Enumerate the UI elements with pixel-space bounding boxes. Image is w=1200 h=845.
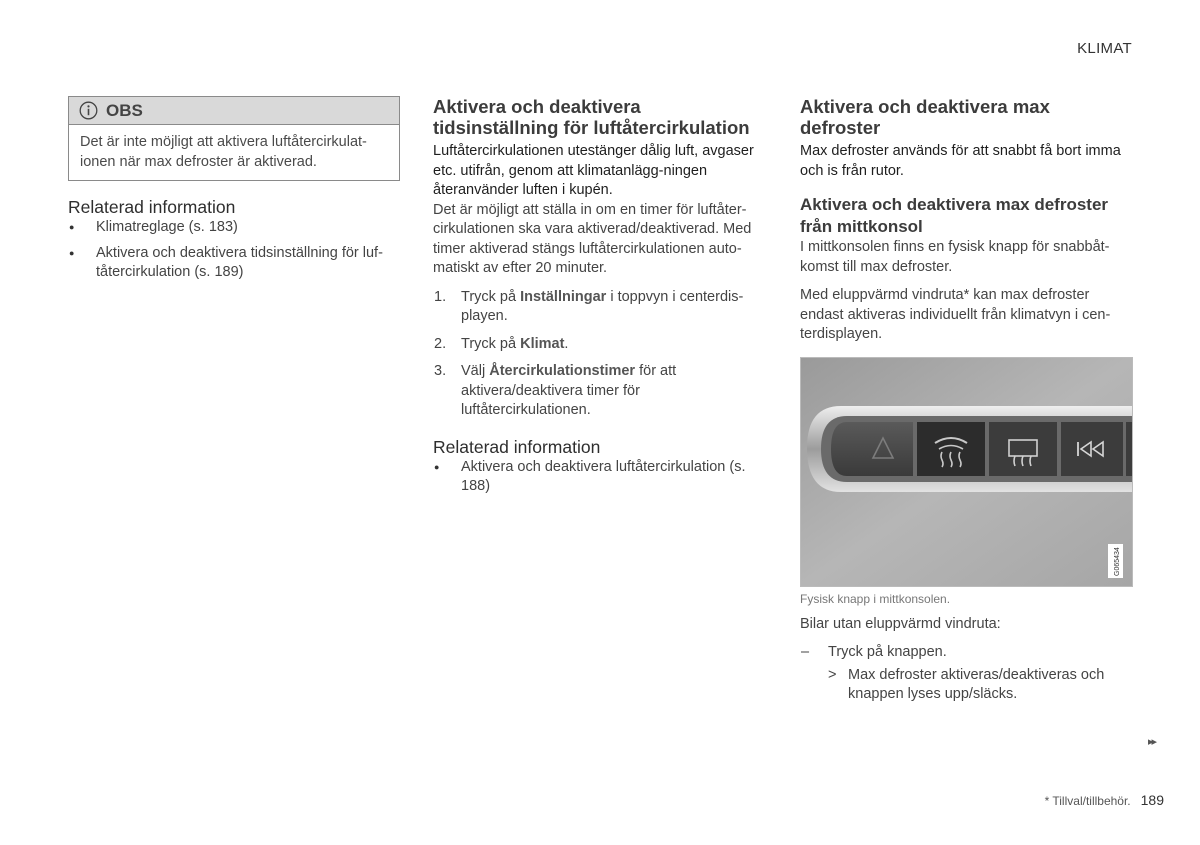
related-link-timer[interactable]: ● Aktivera och deaktivera tidsinställning för luf-tåtercirkulation (s. 189) — [68, 244, 400, 283]
result-line — [800, 666, 1133, 705]
obs-note-box — [68, 96, 400, 181]
related-list — [433, 458, 768, 497]
steps-list — [433, 288, 768, 421]
page-number: 189 — [1140, 792, 1164, 808]
column-middle — [433, 96, 768, 497]
body-paragraph: Det är möjligt att ställa in om en timer för luftåter-cirkulationen ska vara aktiverad/deaktiverad. Med timer aktiverad stängs luftåtercirkulationen auto-matiskt av efter 20 minuter. — [433, 201, 752, 276]
section-heading-timer: Aktivera och deaktivera tidsinställning för luftåtercirkulation — [433, 96, 750, 138]
obs-note-header — [69, 97, 399, 125]
column-left — [68, 96, 400, 283]
dash-step-text: Tryck på knappen. — [828, 644, 947, 660]
photo-caption: Fysisk knapp i mittkonsolen. — [800, 591, 951, 606]
section-header: KLIMAT — [1077, 40, 1132, 57]
page-footer — [1045, 792, 1164, 808]
related-link-luftatercirkulation[interactable]: ● Aktivera och deaktivera luftåtercirkulation (s. 188) — [433, 458, 768, 497]
ui-term-installningar: Inställningar — [520, 288, 607, 305]
console-button-photo — [800, 357, 1133, 587]
related-link-klimatreglage[interactable]: ● Klimatreglage (s. 183) — [68, 218, 400, 238]
obs-note-text: Det är inte möjligt att aktivera luftåtercirkulat-ionen när max defroster är aktiverad. — [80, 134, 367, 170]
column-right — [800, 96, 1133, 705]
step-item: 3. Välj Återcirkulationstimer för att aktivera/deaktivera timer för luftåtercirkulationen. — [434, 363, 677, 418]
result-text: Max defroster aktiveras/deaktiveras och knappen lyses upp/släcks. — [848, 666, 1105, 702]
related-heading: Relaterad information — [433, 436, 601, 457]
dash-marker: – — [801, 644, 810, 660]
step-item: 2. Tryck på Klimat. — [434, 335, 569, 352]
continue-arrows-icon: ▸▸ — [1148, 736, 1156, 748]
paragraph-mittkonsol: I mittkonsolen finns en fysisk knapp för snabbåt-komst till max defroster. — [800, 239, 1110, 275]
result-marker: > — [828, 666, 837, 683]
intro-paragraph: Max defroster används för att snabbt få bort imma och is från rutor. — [800, 143, 1121, 179]
step-item: 1. Tryck på Inställningar i toppvyn i centerdis-playen. — [434, 288, 744, 324]
section-heading-defroster: Aktivera och deaktivera max defroster — [800, 96, 1050, 138]
image-code-label: G065434 — [1114, 546, 1121, 576]
info-icon — [79, 101, 98, 120]
cars-without-label: Bilar utan eluppvärmd vindruta: — [800, 615, 1001, 632]
dash-step — [800, 643, 1133, 663]
sub-heading-mittkonsol: Aktivera och deaktivera max defroster från mittkonsol — [800, 195, 1109, 236]
paragraph-eluppvarmd: Med eluppvärmd vindruta* kan max defroster endast aktiveras individuellt från klimatvyn i cen-terdisplayen. — [800, 287, 1111, 342]
footnote: * Tillval/tillbehör. — [1044, 794, 1131, 808]
ui-term-klimat: Klimat — [520, 335, 565, 352]
related-heading: Relaterad information — [68, 197, 236, 217]
obs-title: OBS — [106, 100, 143, 120]
related-list — [68, 218, 400, 283]
ui-term-atercirkulationstimer: Återcirkulationstimer — [489, 363, 636, 379]
intro-paragraph: Luftåtercirkulationen utestänger dålig luft, avgaser etc. utifrån, genom att klimatanlägg-ningen återanvänder luften i kupén. — [433, 143, 754, 198]
